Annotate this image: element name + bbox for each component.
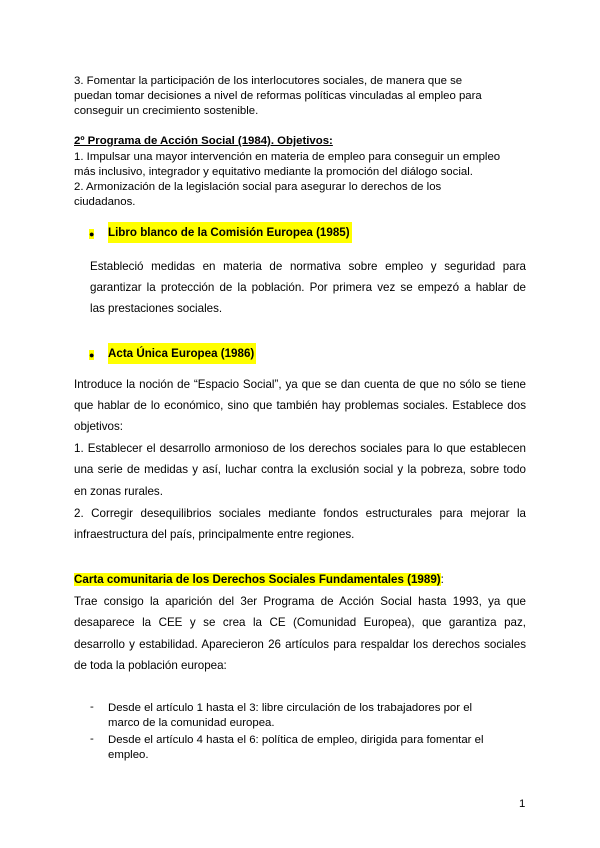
list-dash: -	[90, 733, 94, 745]
carta-heading-colon: :	[440, 573, 444, 586]
programa2-line: 1. Impulsar una mayor intervención en materia de empleo para conseguir un empleo	[74, 151, 501, 163]
carta-line: desarrollo y estabilidad. Aparecieron 26 artículos para respaldar los derechos sociales	[74, 638, 526, 651]
libro-blanco-heading: Libro blanco de la Comisión Europea (1985)	[108, 222, 352, 243]
list-item-line: Desde el artículo 4 hasta el 6: política de empleo, dirigida para fomentar el	[108, 734, 484, 746]
acta-unica-line: una serie de medidas y así, luchar contra la exclusión social y la pobreza, sobre todo	[74, 463, 526, 476]
libro-blanco-line: Estableció medidas en materia de normativa sobre empleo y seguridad para	[90, 260, 526, 273]
list-item-line: Desde el artículo 1 hasta el 3: libre circulación de los trabajadores por el	[108, 702, 473, 714]
libro-blanco-line: las prestaciones sociales.	[90, 302, 223, 315]
programa2-line: ciudadanos.	[74, 196, 136, 208]
bullet-icon: ●	[89, 350, 95, 360]
carta-heading	[74, 569, 444, 590]
acta-unica-line: infraestructura del país, principalmente entre regiones.	[74, 528, 355, 541]
programa2-line: más inclusivo, integrador y equitativo mediante la promoción del diálogo social.	[74, 166, 473, 178]
list-dash: -	[90, 701, 94, 713]
programa2-line: 2. Armonización de la legislación social para asegurar lo derechos de los	[74, 181, 442, 193]
acta-unica-heading: Acta Única Europea (1986)	[108, 343, 256, 364]
intro-line: 3. Fomentar la participación de los interlocutores sociales, de manera que se	[74, 75, 463, 87]
bullet-icon: ●	[89, 229, 95, 239]
carta-line: Trae consigo la aparición del 3er Programa de Acción Social hasta 1993, ya que	[74, 595, 526, 608]
list-item-line: marco de la comunidad europea.	[108, 717, 275, 729]
carta-heading-text: Carta comunitaria de los Derechos Sociales Fundamentales (1989)	[74, 573, 441, 586]
acta-unica-line: que hablar de lo económico, sino que también hay problemas sociales. Establece dos	[74, 399, 526, 412]
acta-unica-line: objetivos:	[74, 420, 123, 433]
acta-unica-line: Introduce la noción de “Espacio Social”, ya que se dan cuenta de que no sólo se tiene	[74, 378, 526, 391]
acta-unica-line: 1. Establecer el desarrollo armonioso de los derechos sociales para lo que establecen	[74, 442, 526, 455]
carta-line: desaparece la CEE y se crea la CE (Comunidad Europea), que garantiza paz,	[74, 616, 526, 629]
list-item-line: empleo.	[108, 749, 149, 761]
acta-unica-line: en zonas rurales.	[74, 485, 163, 498]
libro-blanco-line: garantizar la protección de la población. Por primera vez se empezó a hablar de	[90, 281, 526, 294]
intro-line: puedan tomar decisiones a nivel de reformas políticas vinculadas al empleo para	[74, 90, 482, 102]
programa2-heading: 2º Programa de Acción Social (1984). Objetivos:	[74, 135, 333, 147]
page-number: 1	[519, 798, 526, 810]
acta-unica-line: 2. Corregir desequilibrios sociales mediante fondos estructurales para mejorar la	[74, 507, 526, 520]
intro-line: conseguir un crecimiento sostenible.	[74, 105, 259, 117]
carta-line: de toda la población europea:	[74, 659, 227, 672]
